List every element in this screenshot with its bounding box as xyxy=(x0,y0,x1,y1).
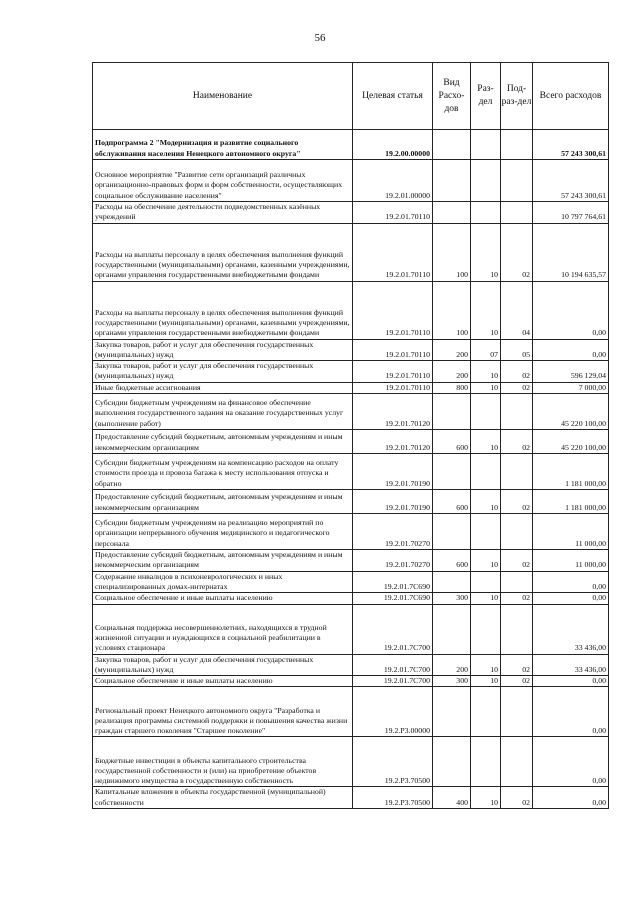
table-row xyxy=(93,604,609,654)
row-section xyxy=(471,687,501,737)
row-total: 45 220 100,00 xyxy=(533,430,609,454)
row-name: Социальное обеспечение и иные выплаты населению xyxy=(93,593,353,604)
row-expense-type xyxy=(433,202,471,224)
row-subsection: 02 xyxy=(501,676,533,687)
row-expense-type: 100 xyxy=(433,223,471,281)
row-expense-type xyxy=(433,160,471,202)
row-subsection: 04 xyxy=(501,281,533,339)
row-subsection: 02 xyxy=(501,654,533,676)
row-total: 1 181 000,00 xyxy=(533,490,609,514)
row-total: 1 181 000,00 xyxy=(533,454,609,490)
row-target-code: 19.2.01.70110 xyxy=(353,339,433,361)
row-section xyxy=(471,454,501,490)
table-header-row xyxy=(93,63,609,130)
row-subsection xyxy=(501,454,533,490)
row-section xyxy=(471,394,501,430)
table-row xyxy=(93,654,609,676)
row-section: 10 xyxy=(471,654,501,676)
row-section xyxy=(471,571,501,593)
row-total: 0,00 xyxy=(533,737,609,787)
row-target-code: 19.2.Р3.70500 xyxy=(353,787,433,809)
row-name: Расходы на обеспечение деятельности подведомственных казённых учреждений xyxy=(93,202,353,224)
row-name: Капитальные вложения в объекты государственной (муниципальной) собственности xyxy=(93,787,353,809)
table-row xyxy=(93,550,609,572)
header-section: Раз-дел xyxy=(471,63,501,130)
row-section xyxy=(471,514,501,550)
row-total: 7 000,00 xyxy=(533,382,609,393)
row-target-code: 19.2.01.70190 xyxy=(353,490,433,514)
row-target-code: 19.2.01.70110 xyxy=(353,281,433,339)
row-subsection xyxy=(501,571,533,593)
row-name: Социальная поддержка несовершеннолетних, находящихся в трудной жизненной ситуации и нуждающихся в социальной реабилитации в условиях стационара xyxy=(93,604,353,654)
page-number: 56 xyxy=(314,32,326,44)
row-target-code: 19.2.01.70120 xyxy=(353,430,433,454)
row-total: 11 000,00 xyxy=(533,550,609,572)
row-section: 10 xyxy=(471,676,501,687)
row-section: 10 xyxy=(471,550,501,572)
row-total: 10 797 764,61 xyxy=(533,202,609,224)
table-row xyxy=(93,382,609,393)
row-expense-type: 400 xyxy=(433,787,471,809)
row-section: 10 xyxy=(471,787,501,809)
row-name: Расходы на выплаты персоналу в целях обеспечения выполнения функций государственными (муниципальными) органами, казенными учреждениями, органами управления государственными внебюджетными фондами xyxy=(93,281,353,339)
row-name: Субсидии бюджетным учреждениям на финансовое обеспечение выполнения государственного задания на оказание государственных услуг (выполнение работ) xyxy=(93,394,353,430)
row-expense-type xyxy=(433,737,471,787)
row-expense-type: 100 xyxy=(433,281,471,339)
row-target-code: 19.2.01.70190 xyxy=(353,454,433,490)
row-total: 596 129,04 xyxy=(533,361,609,383)
row-subsection: 02 xyxy=(501,430,533,454)
row-name: Субсидии бюджетным учреждениям на компенсацию расходов на оплату стоимости проезда и провоза багажа к месту использования отпуска и обратно xyxy=(93,454,353,490)
row-expense-type: 600 xyxy=(433,490,471,514)
row-target-code: 19.2.01.7С700 xyxy=(353,676,433,687)
table-row xyxy=(93,787,609,809)
row-total: 0,00 xyxy=(533,593,609,604)
row-target-code: 19.2.01.7С700 xyxy=(353,654,433,676)
row-expense-type xyxy=(433,571,471,593)
row-total: 33 436,00 xyxy=(533,654,609,676)
row-expense-type: 200 xyxy=(433,654,471,676)
row-name: Закупка товаров, работ и услуг для обеспечения государственных (муниципальных) нужд xyxy=(93,654,353,676)
row-total: 0,00 xyxy=(533,787,609,809)
row-total: 57 243 300,61 xyxy=(533,130,609,160)
row-section: 10 xyxy=(471,281,501,339)
row-name: Предоставление субсидий бюджетным, автономным учреждениям и иным некоммерческим организациям xyxy=(93,550,353,572)
row-expense-type xyxy=(433,604,471,654)
row-name: Предоставление субсидий бюджетным, автономным учреждениям и иным некоммерческим организациям xyxy=(93,430,353,454)
table-row xyxy=(93,514,609,550)
table-row xyxy=(93,571,609,593)
table-row xyxy=(93,454,609,490)
row-target-code: 19.2.01.70270 xyxy=(353,514,433,550)
row-name: Субсидии бюджетным учреждениям на реализацию мероприятий по организации непрерывного обучения медицинского и педагогического персонала xyxy=(93,514,353,550)
header-code: Целевая статья xyxy=(353,63,433,130)
row-subsection xyxy=(501,737,533,787)
row-section: 10 xyxy=(471,382,501,393)
row-section xyxy=(471,202,501,224)
row-section: 10 xyxy=(471,361,501,383)
row-subsection xyxy=(501,514,533,550)
row-subsection: 05 xyxy=(501,339,533,361)
table-row xyxy=(93,160,609,202)
table-row xyxy=(93,394,609,430)
row-name: Основное мероприятие "Развитие сети организаций различных организационно-правовых форм и форм собственности, осуществляющих социальное обслуживание населения" xyxy=(93,160,353,202)
row-subsection xyxy=(501,130,533,160)
table-row xyxy=(93,339,609,361)
row-total: 33 436,00 xyxy=(533,604,609,654)
table-row xyxy=(93,676,609,687)
row-total: 57 243 300,61 xyxy=(533,160,609,202)
row-section: 10 xyxy=(471,430,501,454)
row-section xyxy=(471,737,501,787)
table-row xyxy=(93,202,609,224)
row-target-code: 19.2.01.7С700 xyxy=(353,604,433,654)
row-expense-type xyxy=(433,687,471,737)
row-expense-type: 300 xyxy=(433,593,471,604)
row-section xyxy=(471,130,501,160)
row-subsection: 02 xyxy=(501,550,533,572)
row-subsection: 02 xyxy=(501,382,533,393)
header-subsection: Под-раз-дел xyxy=(501,63,533,130)
row-subsection xyxy=(501,202,533,224)
row-subsection xyxy=(501,687,533,737)
row-name: Иные бюджетные ассигнования xyxy=(93,382,353,393)
row-target-code: 19.2.01.00000 xyxy=(353,160,433,202)
row-name: Бюджетные инвестиции в объекты капитального строительства государственной собственности и (или) на приобретение объектов недвижимого имущества в государственную собственность xyxy=(93,737,353,787)
row-subsection: 02 xyxy=(501,223,533,281)
header-name: Наименование xyxy=(93,63,353,130)
row-subsection: 02 xyxy=(501,361,533,383)
table-row xyxy=(93,737,609,787)
row-target-code: 19.2.01.70110 xyxy=(353,202,433,224)
row-section xyxy=(471,604,501,654)
row-target-code: 19.2.Р3.70500 xyxy=(353,737,433,787)
row-name: Предоставление субсидий бюджетным, автономным учреждениям и иным некоммерческим организациям xyxy=(93,490,353,514)
row-name: Региональный проект Ненецкого автономного округа "Разработка и реализация программы системной поддержки и повышения качества жизни граждан старшего поколения "Старшее поколение" xyxy=(93,687,353,737)
row-expense-type xyxy=(433,394,471,430)
row-expense-type: 600 xyxy=(433,430,471,454)
row-expense-type: 200 xyxy=(433,339,471,361)
row-total: 0,00 xyxy=(533,687,609,737)
row-total: 0,00 xyxy=(533,676,609,687)
row-section: 10 xyxy=(471,593,501,604)
row-total: 11 000,00 xyxy=(533,514,609,550)
table-row xyxy=(93,430,609,454)
row-section: 07 xyxy=(471,339,501,361)
row-target-code: 19.2.01.70120 xyxy=(353,394,433,430)
row-target-code: 19.2.01.70270 xyxy=(353,550,433,572)
row-target-code: 19.2.01.70110 xyxy=(353,361,433,383)
row-expense-type xyxy=(433,514,471,550)
row-name: Закупка товаров, работ и услуг для обеспечения государственных (муниципальных) нужд xyxy=(93,339,353,361)
row-expense-type: 600 xyxy=(433,550,471,572)
row-target-code: 19.2.00.00000 xyxy=(353,130,433,160)
table-row xyxy=(93,593,609,604)
row-name: Закупка товаров, работ и услуг для обеспечения государственных (муниципальных) нужд xyxy=(93,361,353,383)
row-total: 45 220 100,00 xyxy=(533,394,609,430)
table-row xyxy=(93,687,609,737)
table-row xyxy=(93,223,609,281)
budget-table xyxy=(92,62,609,809)
row-section xyxy=(471,160,501,202)
row-name: Расходы на выплаты персоналу в целях обеспечения выполнения функций государственными (муниципальными) органами, казенными учреждениями, органами управления государственными внебюджетными фондами xyxy=(93,223,353,281)
row-expense-type: 300 xyxy=(433,676,471,687)
row-expense-type xyxy=(433,454,471,490)
row-target-code: 19.2.01.70110 xyxy=(353,223,433,281)
row-name: Подпрограмма 2 "Модернизация и развитие социального обслуживания населения Ненецкого автономного округа" xyxy=(93,130,353,160)
row-expense-type xyxy=(433,130,471,160)
row-subsection xyxy=(501,394,533,430)
header-expense-type: Вид Расхо-дов xyxy=(433,63,471,130)
row-section: 10 xyxy=(471,490,501,514)
row-name: Содержание инвалидов в психоневрологических и иных специализированных домах-интернатах xyxy=(93,571,353,593)
row-expense-type: 200 xyxy=(433,361,471,383)
row-expense-type: 800 xyxy=(433,382,471,393)
row-subsection: 02 xyxy=(501,593,533,604)
row-total: 0,00 xyxy=(533,339,609,361)
table-row xyxy=(93,130,609,160)
row-target-code: 19.2.01.7С690 xyxy=(353,593,433,604)
row-name: Социальное обеспечение и иные выплаты населению xyxy=(93,676,353,687)
row-target-code: 19.2.01.7С690 xyxy=(353,571,433,593)
header-total: Всего расходов xyxy=(533,63,609,130)
table-row xyxy=(93,281,609,339)
row-total: 10 194 635,57 xyxy=(533,223,609,281)
row-total: 0,00 xyxy=(533,571,609,593)
row-target-code: 19.2.Р3.00000 xyxy=(353,687,433,737)
row-section: 10 xyxy=(471,223,501,281)
row-subsection: 02 xyxy=(501,490,533,514)
row-subsection: 02 xyxy=(501,787,533,809)
row-target-code: 19.2.01.70110 xyxy=(353,382,433,393)
table-row xyxy=(93,490,609,514)
row-subsection xyxy=(501,160,533,202)
row-total: 0,00 xyxy=(533,281,609,339)
table-row xyxy=(93,361,609,383)
row-subsection xyxy=(501,604,533,654)
